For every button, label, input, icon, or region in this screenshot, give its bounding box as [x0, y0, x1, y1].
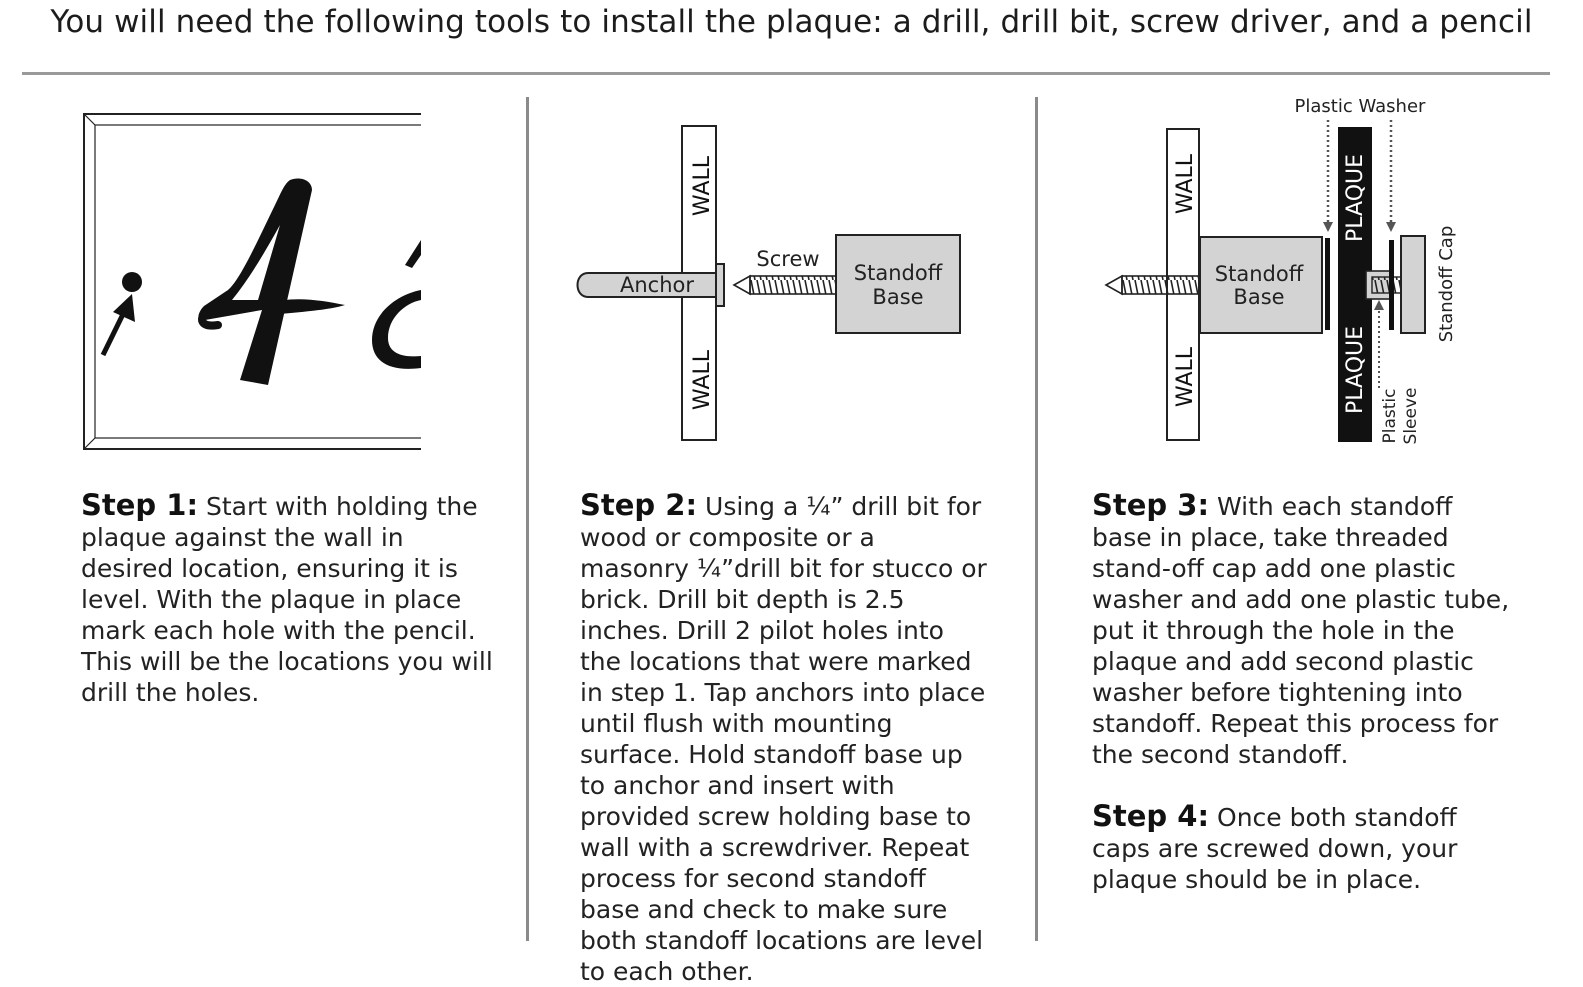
step-2-text: Using a ¼” drill bit for wood or composite or a masonry ¼”drill bit for stucco or brick. Drill bit depth is 2.5 inches. Drill 2 pilot holes into the locations that were marked in step 1. Tap anchors into place until flush with mounting surface. Hold standoff base up to anchor and insert with provided screw holding base to wall with a screwdriver. Repeat process for second standoff base and check to make sure both standoff locations are level to each other.: [580, 492, 987, 986]
anchor-diagram: [578, 126, 961, 440]
assembly-diagram: [1106, 96, 1457, 444]
standoff-base3-label-1: Standoff: [1214, 262, 1304, 286]
washer-arrow-1-icon: [1323, 222, 1333, 232]
standoff-cap-part: [1401, 236, 1425, 333]
plaque-corner-diagram: [84, 114, 475, 449]
plastic-washer-2: [1389, 240, 1394, 330]
step-1-label: Step 1:: [81, 488, 199, 522]
plaque-label-bottom: PLAQUE: [1343, 325, 1368, 415]
standoff-cap-label: Standoff Cap: [1436, 225, 1457, 343]
cap-thread: [1372, 277, 1402, 293]
step-3-label: Step 3:: [1092, 488, 1210, 522]
wall3-label-top: WALL: [1173, 153, 1198, 215]
screw-part-3: [1106, 276, 1200, 294]
step-2-label: Step 2:: [580, 488, 698, 522]
script-four-glyph: [198, 178, 312, 385]
plastic-washer-label: Plastic Washer: [1294, 96, 1426, 117]
plastic-sleeve-label-1: Plastic: [1380, 388, 1400, 444]
anchor-flange: [716, 264, 724, 306]
hole-mark-dot: [122, 272, 142, 292]
script-e-glyph: [372, 290, 421, 369]
step-2: [580, 490, 988, 987]
anchor-label: Anchor: [619, 273, 695, 297]
step-4-label: Step 4:: [1092, 799, 1210, 833]
plastic-sleeve-label-2: Sleeve: [1401, 387, 1421, 445]
plaque-label-top: PLAQUE: [1343, 153, 1368, 243]
washer-arrow-2-icon: [1386, 222, 1396, 232]
step-1: [81, 490, 501, 708]
wall-label-top: WALL: [690, 155, 715, 217]
step-3-text: With each standoff base in place, take threaded stand-off cap add one plastic washer and add one plastic tube, put it through the hole in the plaque and add second plastic washer before tightening into standoff. Repeat this process for the second standoff.: [1092, 492, 1510, 769]
plaque-number-text: [0, 0, 1, 1]
wall-label-bottom: WALL: [690, 349, 715, 411]
step-1-text: Start with holding the plaque against the wall in desired location, ensuring it is level. With the plaque in place mark each hole with the pencil. This will be the locations you will drill the holes.: [81, 492, 493, 707]
wall3-label-bottom: WALL: [1173, 346, 1198, 408]
plastic-washer-1: [1325, 238, 1330, 330]
standoff-base-label-1: Standoff: [853, 261, 943, 285]
step-4: [1092, 801, 1510, 895]
pencil-mark-arrow-icon: [103, 294, 135, 355]
sleeve-arrow-icon: [1374, 300, 1384, 310]
standoff-base-label-2: Base: [872, 285, 924, 309]
screw-part: [734, 276, 836, 294]
step-3: [1092, 490, 1510, 770]
page-title: You will need the following tools to install the plaque: a drill, drill bit, screw driver, and a pencil: [50, 4, 1533, 40]
standoff-base3-label-2: Base: [1233, 285, 1285, 309]
step-4-text: Once both standoff caps are screwed down, your plaque should be in place.: [1092, 803, 1458, 894]
screw-label: Screw: [756, 247, 820, 271]
